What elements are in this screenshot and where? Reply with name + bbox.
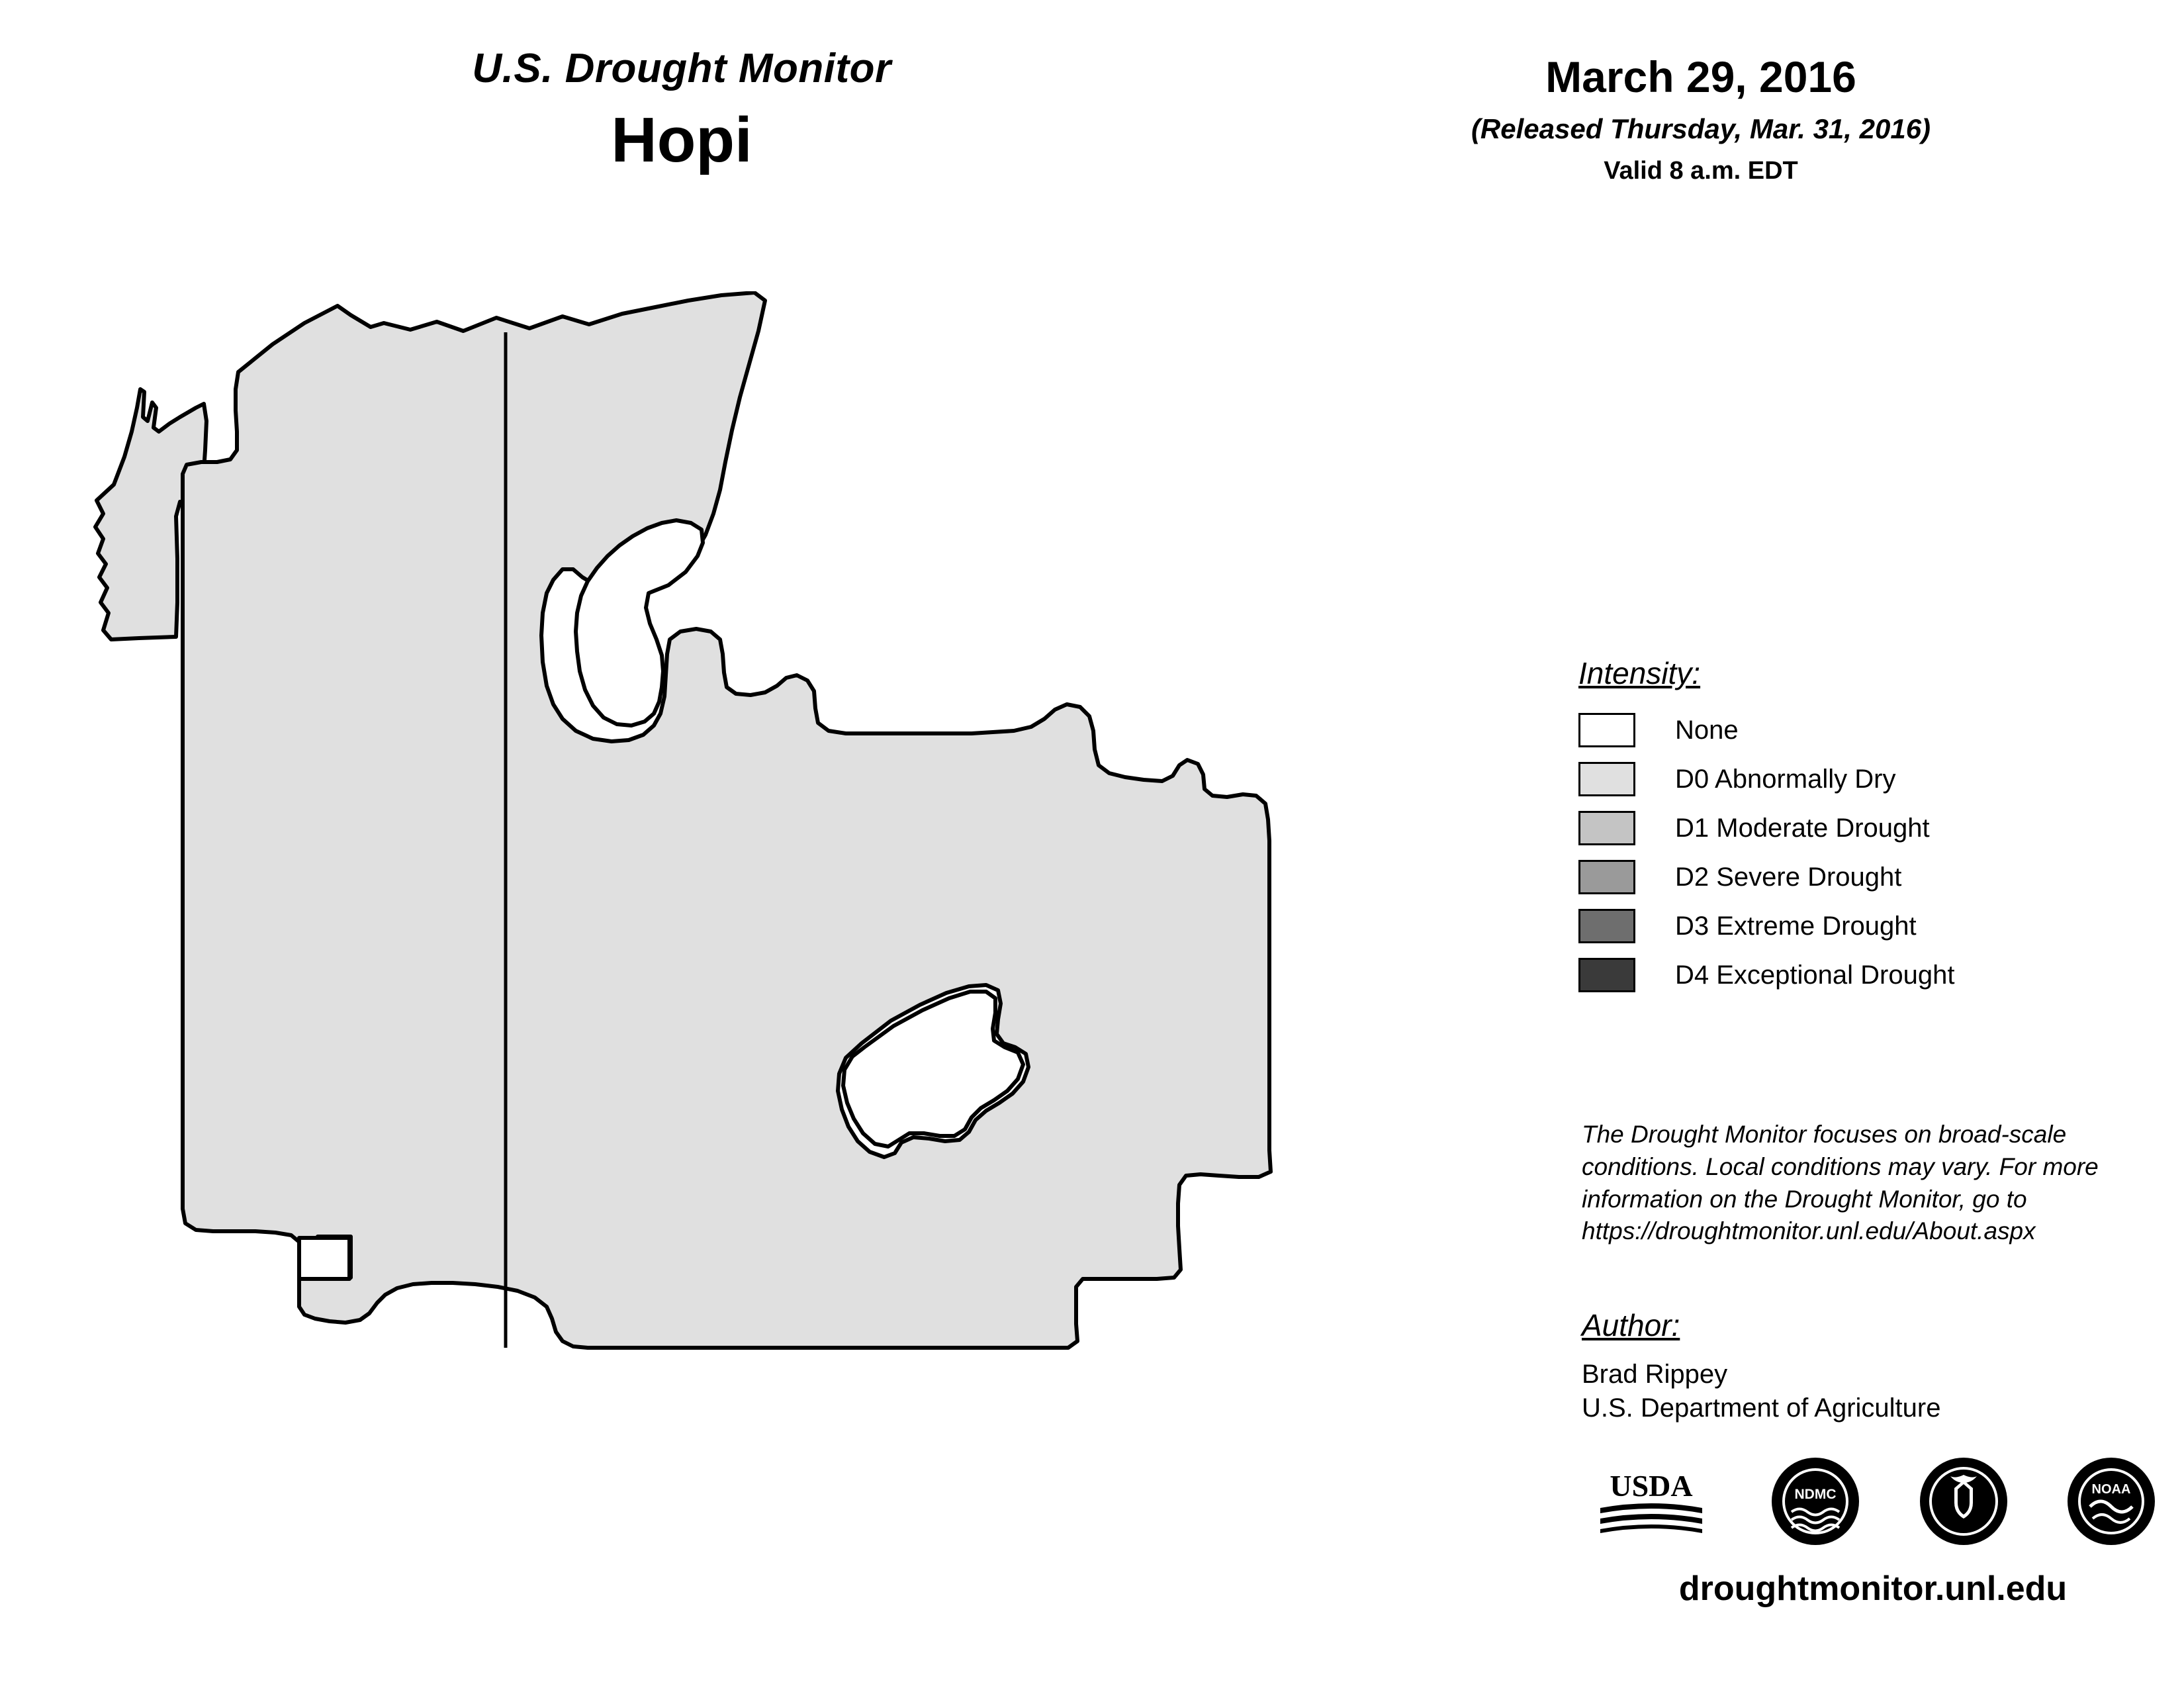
legend-swatch-d0: [1578, 762, 1635, 796]
site-url[interactable]: droughtmonitor.unl.edu: [1678, 1570, 2068, 1608]
legend-swatch-d1: [1578, 811, 1635, 845]
release-date: (Released Thursday, Mar. 31, 2016): [1471, 113, 1931, 144]
disclaimer-text: The Drought Monitor focuses on broad-scale conditions. Local conditions may vary. For more information on the Drought Monitor, go to https://droughtmonitor.unl.edu/About.aspx: [1582, 1121, 2099, 1245]
legend-label-d0: D0 Abnormally Dry: [1675, 764, 1896, 794]
author-block: [1582, 1307, 2177, 1425]
ndmc-logo: [1769, 1455, 1862, 1551]
page-title: Hopi: [611, 105, 752, 176]
hopi-reservation-drought-map: [40, 291, 1529, 1582]
legend-label-d1: D1 Moderate Drought: [1675, 813, 1930, 843]
legend-swatch-d4: [1578, 958, 1635, 992]
program-title: U.S. Drought Monitor: [472, 46, 891, 91]
legend-panel: [1578, 655, 2161, 1000]
legend-item-d4: [1578, 951, 2161, 1000]
author-affiliation: U.S. Department of Agriculture: [1582, 1393, 1941, 1423]
svg-text:NDMC: NDMC: [1794, 1486, 1837, 1502]
legend-item-d1: [1578, 804, 2161, 853]
svg-text:NOAA: NOAA: [2091, 1481, 2131, 1497]
legend-item-d0: [1578, 755, 2161, 804]
interior-notch-south: [299, 1238, 349, 1279]
hopi-main-reservation: [183, 293, 1271, 1348]
legend-item-d3: [1578, 902, 2161, 951]
svg-text:USDA: USDA: [1610, 1468, 1693, 1503]
author-name: Brad Rippey: [1582, 1360, 1728, 1389]
author-heading: Author:: [1582, 1308, 1680, 1342]
legend-title: Intensity:: [1578, 656, 1701, 690]
legend-label-d2: D2 Severe Drought: [1675, 862, 1902, 892]
legend-label-d4: D4 Exceptional Drought: [1675, 960, 1955, 990]
header-date-block: [1337, 53, 2065, 185]
legend-swatch-d2: [1578, 860, 1635, 894]
legend-item-none: [1578, 706, 2161, 755]
legend-swatch-none: [1578, 713, 1635, 747]
logo-row: [1588, 1450, 2158, 1556]
map-date: March 29, 2016: [1545, 52, 1856, 101]
valid-time: Valid 8 a.m. EDT: [1604, 156, 1798, 185]
header-title-block: [285, 46, 1079, 180]
noaa-logo: [2065, 1455, 2158, 1551]
legend-label-none: None: [1675, 715, 1739, 745]
usda-logo: [1588, 1462, 1714, 1544]
legend-label-d3: D3 Extreme Drought: [1675, 911, 1917, 941]
usdoc-logo: [1917, 1455, 2010, 1551]
legend-swatch-d3: [1578, 909, 1635, 943]
legend-item-d2: [1578, 853, 2161, 902]
